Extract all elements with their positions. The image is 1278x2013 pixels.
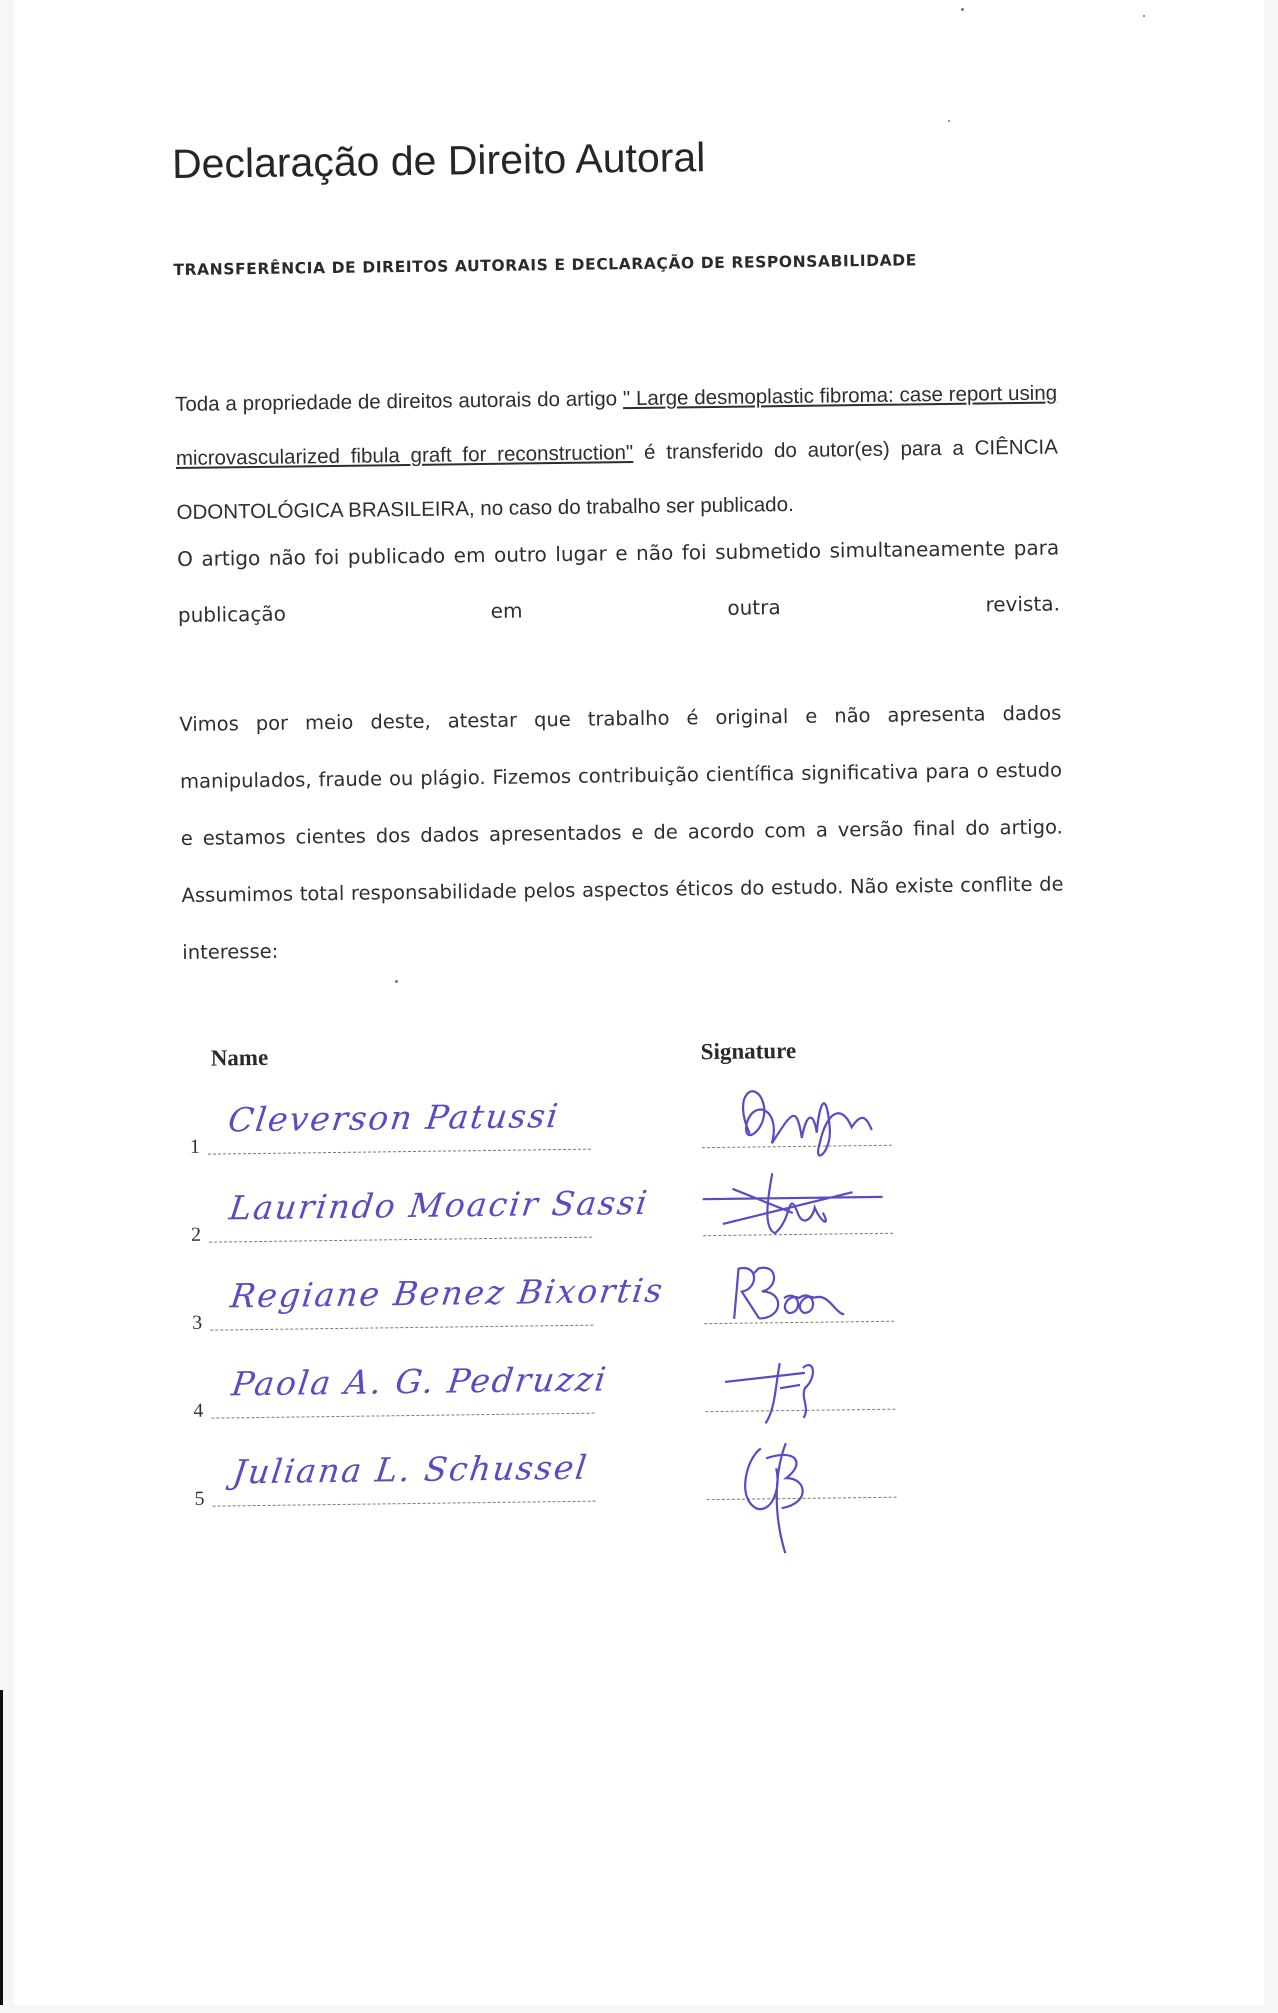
row-number: 2 <box>190 1223 202 1246</box>
paragraph-copyright-transfer <box>175 366 1059 540</box>
row-number: 3 <box>192 1311 203 1334</box>
scan-edge-mark <box>0 1690 3 2005</box>
document-title: Declaração de Direito Autoral <box>171 134 706 188</box>
author-name-handwritten: Juliana L. Schussel <box>230 1447 591 1492</box>
paragraph-text: Toda a propriedade de direitos autorais do artigo <box>175 387 624 417</box>
signature-column-header: Signature <box>700 1037 797 1065</box>
row-number: 1 <box>189 1135 201 1158</box>
paragraph-text: é transferido do autor(es) para a CIÊNCIA ODONTOLÓGICA BRASILEIRA, no caso do trabalho ser publicado. <box>176 435 1058 525</box>
row-number: 4 <box>193 1399 204 1422</box>
paragraph-originality: O artigo não foi publicado em outro lugar e não foi submetido simultaneamente para publicação em outra revista. <box>177 535 1061 628</box>
article-title: " Large desmoplastic fibroma: case report using microvascularized fibula graft for reconstruction" <box>175 381 1058 471</box>
paragraph-responsibility: Vimos por meio deste, atestar que trabalho é original e não apresenta dados manipulados, fraude ou plágio. Fizemos contribuição científica significativa para o estudo e estamos cientes dos dados apresentados e de acordo com a versão final do artigo. Assumimos total responsabilidade pelos aspectos éticos do estudo. Não existe conflite de interesse: <box>179 701 1064 964</box>
author-name-handwritten: Regiane Benez Bixortis <box>228 1270 667 1316</box>
author-name-handwritten: Paola A. G. Pedruzzi <box>229 1359 611 1404</box>
author-name-handwritten: Laurindo Moacir Sassi <box>227 1182 652 1228</box>
author-name-handwritten: Cleverson Patussi <box>225 1096 563 1140</box>
row-number: 5 <box>194 1487 205 1510</box>
document-subtitle: TRANSFERÊNCIA DE DIREITOS AUTORAIS E DECLARAÇÃO DE RESPONSABILIDADE <box>173 251 918 280</box>
name-column-header: Name <box>210 1044 269 1071</box>
signature-5 <box>706 1427 907 1540</box>
